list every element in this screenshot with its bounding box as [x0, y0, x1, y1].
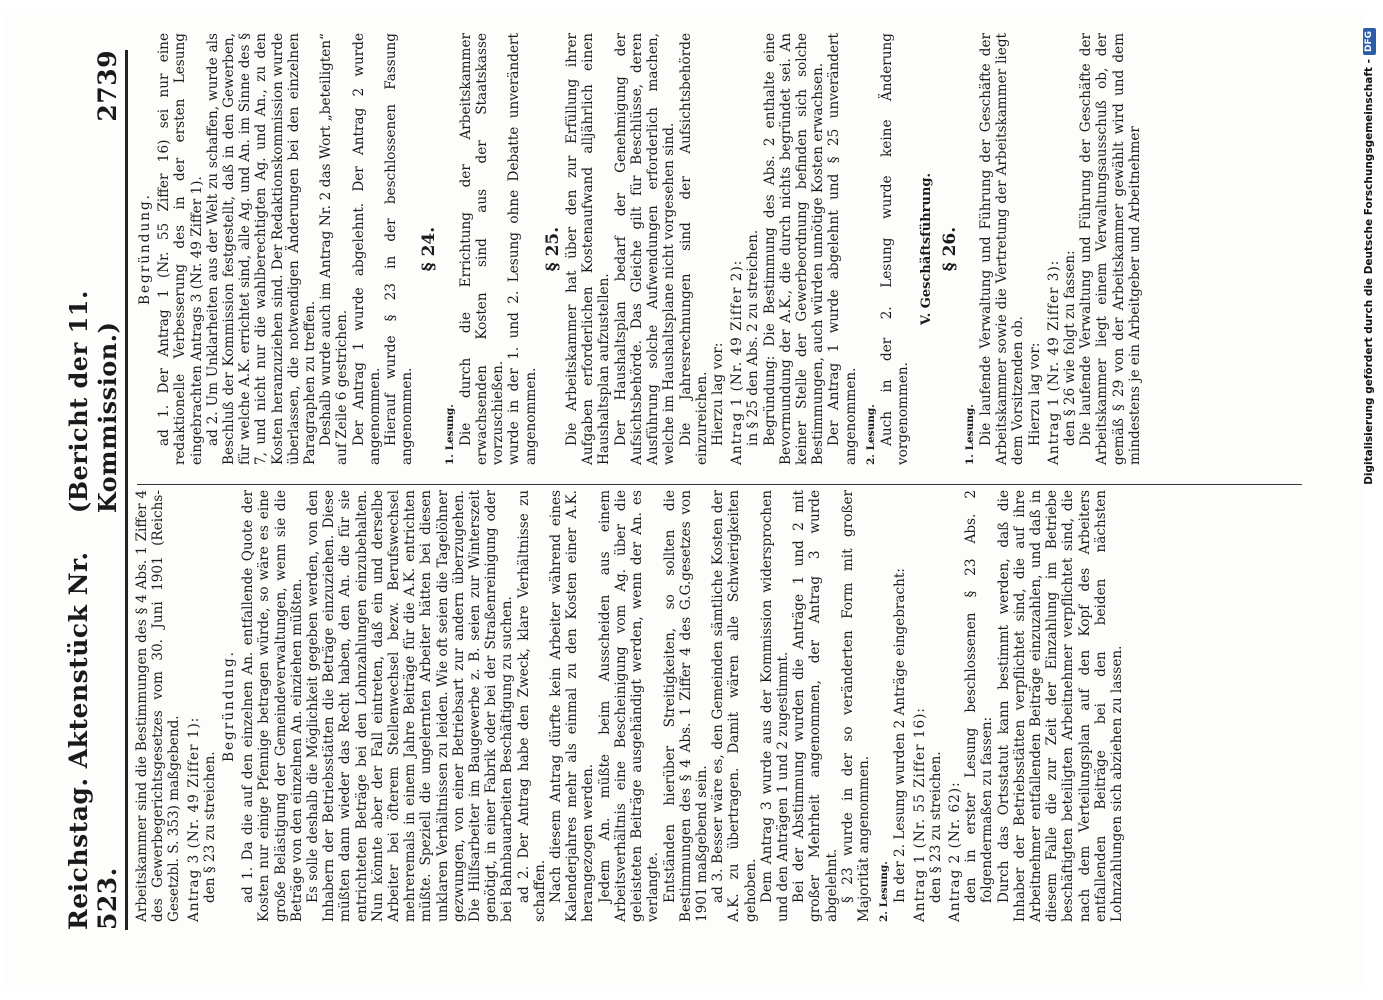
- left-column-indent1-17: den § 23 zu streichen.: [927, 751, 944, 903]
- page-number: 2739: [93, 50, 122, 122]
- right-column-small-7: 1. Lesung.: [443, 404, 456, 465]
- header-rule: [125, 50, 128, 930]
- right-column-p-24: Die laufende Verwaltung und Führung der Geschäfte der Arbeitskammer sowie die Vertretung der Arbeitskammer liegt dem Vorsitzenden ob.: [977, 33, 1027, 465]
- right-column-sect-22: § 26.: [939, 226, 960, 272]
- left-column-p-15: In der 2. Lesung wurden 2 Anträge eingebracht:: [892, 568, 909, 903]
- right-column-p-2: ad 2. Um Unklarheiten aus der Welt zu schaffen, wurde als Beschluß der Kommission festgestellt, daß in den Gewerben, für welche A.K. errichtet sind, alle Ag. und An. im Sinne des § 7, und nicht nur die wahlberechtigten Ag. und An., zu den Kosten heranzuziehen sind. Der Redaktionskommission wurde überlassen, die notwendigen Änderungen bei den einzelnen Paragraphen zu treffen.: [204, 33, 319, 465]
- right-column-p-8: Die durch die Errichtung der Arbeitskammer erwachsenden Kosten sind aus der Staatskasse vorzuschießen.: [457, 33, 507, 465]
- right-column-noind-9: wurde in der 1. und 2. Lesung ohne Debatte unverändert angenommen.: [506, 33, 539, 465]
- left-column-p-7: Nach diesem Antrag dürfte kein Arbeiter während eines Kalenderjahres mehr als einmal zu den Kosten einer A.K. herangezogen werden.: [548, 490, 597, 922]
- dfg-sidebar: [1358, 28, 1380, 968]
- right-column-sect-10: § 25.: [542, 226, 563, 272]
- header-subtitle: (Bericht der 11. Kommission.): [64, 290, 122, 514]
- dfg-logo: DFG: [1363, 28, 1376, 55]
- page-header: [64, 50, 122, 930]
- right-column-p-28: Die laufende Verwaltung und Führung der Geschäfte der Arbeitskammer liegt einem Verwaltungsausschuß ob, der gemäß § 29 von der Arbeitskammer gewählt wird und dem mindestens je ein Arbeitgeber und Arbeitnehmer: [1078, 33, 1143, 465]
- left-column-p-4: ad 1. Da die auf den einzelnen An. entfallende Quote der Kosten nur einige Pfennige betragen würde, so wäre es eine große Belästigung der Gemeindeverwaltungen, wenn sie die Beträge von den einzelnen An. einziehen müßten.: [240, 490, 305, 922]
- right-column-p-11: Die Arbeitskammer hat über den zur Erfüllung ihrer Aufgaben erforderlichen Kostenaufwand alljährlich einen Haushaltsplan aufzustellen.: [564, 33, 613, 465]
- right-column-center-0: Begründung.: [137, 193, 153, 305]
- right-column: [134, 33, 1143, 465]
- right-column-sect-6: § 24.: [419, 226, 440, 272]
- right-column-indent1-27: den § 26 wie folgt zu fassen:: [1061, 250, 1078, 446]
- right-column-p-17: Begründung: Die Bestimmung des Abs. 2 enthalte eine Bevormundung der A.K., die durch nichts begründet sei. An keiner Stelle der Gewerbeordnung befinden sich solche Bestimmungen, auch würden unnötige Kosten erwachsen.: [761, 33, 827, 465]
- right-column-heading-21: V. Geschäftsführung.: [919, 172, 935, 326]
- left-column-p-20: Durch das Ortsstatut kann bestimmt werden, daß die Inhaber der Betriebsstätten verpflichtet sind, die auf ihre Arbeitnehmer entfallenden Beiträge einzuzahlen, und daß in diesem Falle die zur Zeit der Einzahlung im Betriebe beschäftigten beteiligten Arbeitnehmer verpflichtet sind, die nach dem Verteilungsplan auf den Kopf des Arbeiters entfallenden Beiträge bei den beiden nächsten Lohnzahlungen sich abziehen zu lassen.: [995, 490, 1125, 922]
- left-column-p-5: Es solle deshalb die Möglichkeit gegeben werden, von den Inhabern der Betriebsstätten die Beträge einzuziehen. Diese müßten dann wieder das Recht haben, den An. die für sie entrichteten Beträge bei den Lohnzahlungen einzubehalten. Nun könnte aber der Fall eintreten, daß ein und derselbe Arbeiter bei öfterem Stellenwechsel bezw. Berufswechsel mehreremals in einem Jahre Beiträge für die A.K. entrichten müßte. Speziell die ungelernten Arbeiter hätten bei diesen unklaren Verhältnissen zu leiden. Wie oft seien die Tagelöhner gezwungen, von einer Betriebsart zur andern überzugehen. Die Hilfsarbeiter im Baugewerbe z. B. seien zur Winterszeit genötigt, in einer Fabrik oder bei der Straßenreinigung oder bei Bahnbauarbeiten Beschäftigung zu suchen.: [305, 490, 516, 922]
- right-column-antrag-15: Antrag 1 (Nr. 49 Ziffer 2):: [729, 259, 746, 465]
- right-column-p-20: Auch in der 2. Lesung wurde keine Änderung vorgenommen.: [878, 33, 912, 465]
- left-column-p-10: ad 3. Besser wäre es, den Gemeinden sämtliche Kosten der A.K. zu übertragen. Damit wären alle Schwierigkeiten gehoben.: [710, 490, 759, 922]
- left-column-p-6: ad 2. Der Antrag habe den Zweck, klare Verhältnisse zu schaffen.: [515, 490, 548, 922]
- left-column-indent1-2: den § 23 zu streichen.: [201, 751, 218, 903]
- right-column-p-25: Hierzu lag vor:: [1026, 342, 1043, 446]
- right-column-p-4: Der Antrag 1 wurde abgelehnt. Der Antrag 2 wurde angenommen.: [350, 33, 383, 465]
- right-column-p-5: Hierauf wurde § 23 in der beschlossenen Fassung angenommen.: [383, 33, 416, 465]
- right-column-p-13: Die Jahresrechnungen sind der Aufsichtsbehörde einzureichen.: [677, 33, 710, 465]
- left-column-antrag-1: Antrag 3 (Nr. 49 Ziffer 1):: [185, 716, 202, 922]
- left-column: [134, 490, 1125, 922]
- column-divider: [137, 484, 1302, 485]
- left-column-p-12: Bei der Abstimmung wurden die Anträge 1 und 2 mit großer Mehrheit angenommen, der Antrag 3 wurde abgelehnt.: [791, 490, 840, 922]
- right-column-small-23: 1. Lesung.: [963, 404, 976, 465]
- right-column-p-1: ad 1. Der Antrag 1 (Nr. 55 Ziffer 16) sei nur eine redaktionelle Verbesserung des in der ersten Lesung eingebrachten Antrags 3 (Nr. 49 Ziffer 1).: [156, 33, 205, 465]
- left-column-p-8: Jedem An. müßte beim Ausscheiden aus einem Arbeitsverhältnis eine Bescheinigung vom Ag. über die geleisteten Beiträge ausgehändigt werden, wenn der An. es verlangte.: [596, 490, 662, 922]
- left-column-antrag-16: Antrag 1 (Nr. 55 Ziffer 16):: [911, 707, 928, 922]
- left-column-small-14: 2. Lesung.: [878, 861, 891, 922]
- document-page: [2, 10, 1362, 990]
- right-column-antrag-26: Antrag 1 (Nr. 49 Ziffer 3):: [1045, 259, 1062, 465]
- left-column-p-9: Entständen hierüber Streitigkeiten, so sollten die Bestimmungen des § 4 Abs. 1 Ziffer 4 des G.G.gesetzes von 1901 maßgebend sein.: [661, 490, 710, 922]
- left-column-antrag-18: Antrag 2 (Nr. 62):: [946, 781, 963, 922]
- left-column-p-11: Dem Antrag 3 wurde aus der Kommission widersprochen und den Anträgen 1 und 2 zugestimmt.: [758, 490, 791, 922]
- left-column-indent1-19: den in erster Lesung beschlossenen § 23 Abs. 2 folgendermaßen zu fassen:: [963, 490, 996, 903]
- right-column-small-19: 2. Lesung.: [864, 404, 877, 465]
- left-column-noind-0: Arbeitskammer sind die Bestimmungen des § 4 Abs. 1 Ziffer 4 des Gewerbegerichtsgesetzes vom 30. Juni 1901 (Reichs-Gesetzbl. S. 353) maßgebend.: [134, 490, 183, 922]
- left-column-p-13: § 23 wurde in der so veränderten Form mit großer Majorität angenommen.: [839, 490, 872, 922]
- dfg-credit-text: Digitalisierung gefördert durch die Deutsche Forschungsgemeinschaft -: [1363, 59, 1375, 485]
- right-column-p-14: Hierzu lag vor:: [709, 342, 726, 446]
- header-title: Reichstag. Aktenstück Nr. 523.: [64, 551, 122, 930]
- left-column-center-3: Begründung.: [221, 650, 238, 762]
- right-column-p-18: Der Antrag 1 wurde abgelehnt und § 25 unverändert angenommen.: [826, 33, 859, 465]
- right-column-p-3: Deshalb wurde auch im Antrag Nr. 2 das Wort „beteiligten“ auf Zeile 6 gestrichen.: [318, 33, 351, 465]
- right-column-p-12: Der Haushaltsplan bedarf der Genehmigung der Aufsichtsbehörde. Das Gleiche gilt für Beschlüsse, deren Ausführung solche Aufwendungen erforderlich machen, welche im Haushaltsplane nicht vorgesehen sind.: [612, 33, 678, 465]
- right-column-indent1-16: in § 25 den Abs. 2 zu streichen.: [745, 229, 762, 446]
